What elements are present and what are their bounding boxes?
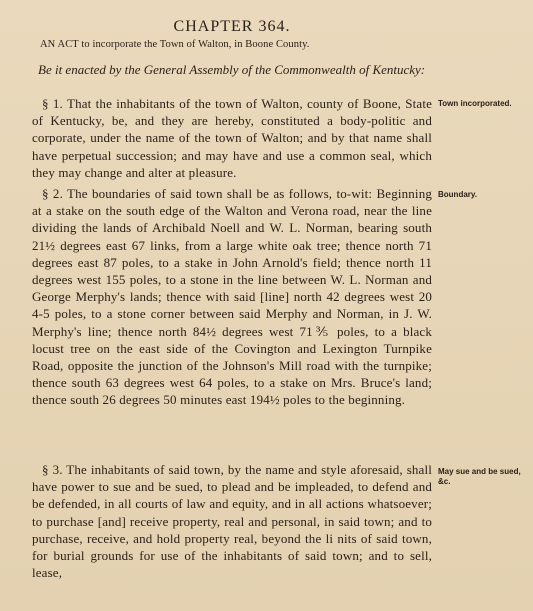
section-3: § 3. The inhabitants of said town, by the name and style aforesaid, shall have power to sue and be sued, to plead and be impleaded, to defend and be defended, in all courts of law and equity, and in all actions whatsoever; to purchase [and] receive property, real and personal, in said town; and to purchase, receive, and hold property real, beyond the li nits of said town, for burial grounds for use of the inhabitants of said town; and to sell, lease, bbox=[32, 462, 432, 581]
margin-note-section-1: Town incorporated. bbox=[438, 99, 512, 108]
margin-note-section-3: May sue and be sued, &c. bbox=[438, 467, 521, 486]
margin-note-section-2: Boundary. bbox=[438, 190, 477, 199]
act-title: AN ACT to incorporate the Town of Walton, in Boone County. bbox=[40, 39, 310, 50]
chapter-title: CHAPTER 364. bbox=[173, 18, 291, 35]
section-1: § 1. That the inhabitants of the town of Walton, county of Boone, State of Kentucky, be, and they are hereby, constituted a body-politic and corporate, under the name of the town of Walton; and by that name shall have perpetual succession; and may have and use a common seal, which they may change and alter at pleasure. bbox=[32, 96, 432, 180]
enacting-clause: Be it enacted by the General Assembly of the Commonwealth of Kentucky: bbox=[38, 62, 426, 77]
section-2: § 2. The boundaries of said town shall be as follows, to-wit: Beginning at a stake on the south edge of the Walton and Verona road, near the line dividing the lands of Archibald Noell and W. L. Norman, bearing south 21½ degrees east 67 links, from a large white oak tree; thence north 71 degrees east 87 poles, to a stake in John Arnold's field; thence north 11 degrees west 155 poles, to a stone in the line between W. L. Norman and George Merphy's lands; thence with said [line] north 42 degrees west 20 4-5 poles, to a stone corner between said Merphy and Norman, in J. W. Merphy's line; thence north 84½ degrees west 71⅗ poles, to a black locust tree on the east side of the Covington and Lexington Turnpike Road, opposite the junction of the Johnson's Mill road with the turnpike; thence south 63 degrees west 64 poles, to a stake on Mrs. Bruce's land; thence south 26 degrees 50 minutes east 194½ poles to the beginning. bbox=[32, 186, 432, 408]
